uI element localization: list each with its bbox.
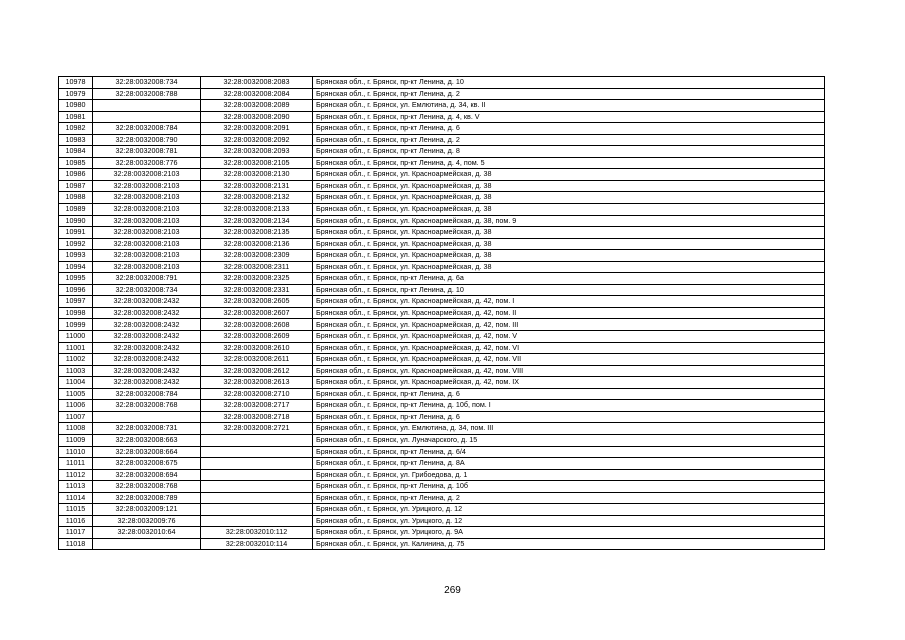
parent-cadastral-number-cell: 32:28:0032008:663 [93,434,201,446]
table-row [59,527,825,539]
row-number-cell: 10981 [59,111,93,123]
parent-cadastral-number-cell: 32:28:0032008:788 [93,88,201,100]
parent-cadastral-number-cell: 32:28:0032008:2103 [93,204,201,216]
row-number-cell: 10990 [59,215,93,227]
parent-cadastral-number-cell: 32:28:0032008:731 [93,423,201,435]
cadastral-number-cell: 32:28:0032008:2089 [201,100,313,112]
table-row [59,100,825,112]
table-row [59,261,825,273]
parent-cadastral-number-cell: 32:28:0032009:76 [93,515,201,527]
row-number-cell: 10978 [59,77,93,89]
cadastral-number-cell: 32:28:0032008:2607 [201,307,313,319]
parent-cadastral-number-cell [93,411,201,423]
row-number-cell: 11016 [59,515,93,527]
cadastral-number-cell: 32:28:0032008:2135 [201,227,313,239]
cadastral-number-cell: 32:28:0032008:2105 [201,157,313,169]
cadastral-number-cell: 32:28:0032008:2611 [201,354,313,366]
table-row [59,446,825,458]
parent-cadastral-number-cell: 32:28:0032008:675 [93,458,201,470]
table-row [59,238,825,250]
table-row [59,134,825,146]
row-number-cell: 10987 [59,180,93,192]
table-row [59,157,825,169]
address-cell: Брянская обл., г. Брянск, пр-кт Ленина, д. 2 [313,492,825,504]
row-number-cell: 11015 [59,504,93,516]
table-row [59,88,825,100]
table-row [59,284,825,296]
row-number-cell: 10997 [59,296,93,308]
row-number-cell: 11000 [59,331,93,343]
row-number-cell: 10999 [59,319,93,331]
cadastral-number-cell: 32:28:0032010:112 [201,527,313,539]
cadastral-number-cell: 32:28:0032008:2612 [201,365,313,377]
cadastral-number-cell: 32:28:0032008:2083 [201,77,313,89]
parent-cadastral-number-cell: 32:28:0032009:121 [93,504,201,516]
table-row [59,307,825,319]
table-row [59,250,825,262]
cadastral-number-cell: 32:28:0032008:2134 [201,215,313,227]
parent-cadastral-number-cell: 32:28:0032008:2103 [93,227,201,239]
row-number-cell: 11009 [59,434,93,446]
cadastral-number-cell: 32:28:0032008:2136 [201,238,313,250]
row-number-cell: 11013 [59,481,93,493]
row-number-cell: 10984 [59,146,93,158]
table-row [59,388,825,400]
address-cell: Брянская обл., г. Брянск, пр-кт Ленина, д. 8 [313,146,825,158]
parent-cadastral-number-cell: 32:28:0032008:734 [93,77,201,89]
cadastral-number-cell: 32:28:0032008:2090 [201,111,313,123]
row-number-cell: 11006 [59,400,93,412]
parent-cadastral-number-cell: 32:28:0032008:2103 [93,250,201,262]
table-row [59,169,825,181]
table-row [59,111,825,123]
row-number-cell: 10993 [59,250,93,262]
table-row [59,434,825,446]
row-number-cell: 10998 [59,307,93,319]
parent-cadastral-number-cell: 32:28:0032008:664 [93,446,201,458]
row-number-cell: 11001 [59,342,93,354]
address-cell: Брянская обл., г. Брянск, ул. Красноармейская, д. 38 [313,250,825,262]
table-row [59,123,825,135]
parent-cadastral-number-cell [93,100,201,112]
table-row [59,331,825,343]
row-number-cell: 11005 [59,388,93,400]
table-row [59,504,825,516]
table-row [59,180,825,192]
address-cell: Брянская обл., г. Брянск, пр-кт Ленина, д. 10б [313,481,825,493]
table-row [59,423,825,435]
cadastral-number-cell: 32:28:0032008:2092 [201,134,313,146]
cadastral-number-cell: 32:28:0032008:2605 [201,296,313,308]
cadastral-number-cell: 32:28:0032008:2609 [201,331,313,343]
address-cell: Брянская обл., г. Брянск, ул. Красноармейская, д. 42, пом. VI [313,342,825,354]
parent-cadastral-number-cell: 32:28:0032010:64 [93,527,201,539]
parent-cadastral-number-cell: 32:28:0032008:694 [93,469,201,481]
address-cell: Брянская обл., г. Брянск, пр-кт Ленина, д. 10 [313,284,825,296]
cadastral-number-cell: 32:28:0032008:2718 [201,411,313,423]
address-cell: Брянская обл., г. Брянск, пр-кт Ленина, д. 6 [313,411,825,423]
address-cell: Брянская обл., г. Брянск, ул. Красноармейская, д. 42, пом. VII [313,354,825,366]
row-number-cell: 10979 [59,88,93,100]
address-cell: Брянская обл., г. Брянск, ул. Красноармейская, д. 42, пом. III [313,319,825,331]
table-row [59,273,825,285]
address-cell: Брянская обл., г. Брянск, ул. Калинина, д. 75 [313,538,825,550]
row-number-cell: 10980 [59,100,93,112]
address-cell: Брянская обл., г. Брянск, пр-кт Ленина, д. 6 [313,388,825,400]
row-number-cell: 11010 [59,446,93,458]
address-cell: Брянская обл., г. Брянск, ул. Емлютина, д. 34, кв. II [313,100,825,112]
table-row [59,515,825,527]
cadastral-number-cell [201,458,313,470]
row-number-cell: 10991 [59,227,93,239]
table-row [59,354,825,366]
registry-table [58,76,825,550]
cadastral-number-cell: 32:28:0032008:2130 [201,169,313,181]
table-row [59,342,825,354]
cadastral-number-cell [201,504,313,516]
parent-cadastral-number-cell: 32:28:0032008:734 [93,284,201,296]
row-number-cell: 10994 [59,261,93,273]
address-cell: Брянская обл., г. Брянск, пр-кт Ленина, д. 4, пом. 5 [313,157,825,169]
cadastral-number-cell: 32:28:0032008:2717 [201,400,313,412]
registry-table-body [59,77,825,550]
address-cell: Брянская обл., г. Брянск, ул. Красноармейская, д. 38 [313,192,825,204]
cadastral-number-cell [201,446,313,458]
parent-cadastral-number-cell: 32:28:0032008:784 [93,388,201,400]
row-number-cell: 10982 [59,123,93,135]
parent-cadastral-number-cell: 32:28:0032008:768 [93,400,201,412]
table-row [59,192,825,204]
address-cell: Брянская обл., г. Брянск, ул. Красноармейская, д. 42, пом. I [313,296,825,308]
address-cell: Брянская обл., г. Брянск, ул. Луначарского, д. 15 [313,434,825,446]
parent-cadastral-number-cell: 32:28:0032008:2103 [93,215,201,227]
table-row [59,365,825,377]
table-row [59,319,825,331]
address-cell: Брянская обл., г. Брянск, ул. Красноармейская, д. 38 [313,227,825,239]
parent-cadastral-number-cell: 32:28:0032008:776 [93,157,201,169]
row-number-cell: 11007 [59,411,93,423]
parent-cadastral-number-cell: 32:28:0032008:781 [93,146,201,158]
address-cell: Брянская обл., г. Брянск, пр-кт Ленина, д. 6/4 [313,446,825,458]
row-number-cell: 10983 [59,134,93,146]
address-cell: Брянская обл., г. Брянск, ул. Красноармейская, д. 38 [313,204,825,216]
address-cell: Брянская обл., г. Брянск, пр-кт Ленина, д. 6 [313,123,825,135]
parent-cadastral-number-cell: 32:28:0032008:791 [93,273,201,285]
table-row [59,227,825,239]
address-cell: Брянская обл., г. Брянск, ул. Красноармейская, д. 38 [313,169,825,181]
page-number: 269 [444,585,461,596]
cadastral-number-cell: 32:28:0032008:2608 [201,319,313,331]
row-number-cell: 10988 [59,192,93,204]
cadastral-number-cell: 32:28:0032008:2091 [201,123,313,135]
cadastral-number-cell: 32:28:0032008:2613 [201,377,313,389]
table-row [59,77,825,89]
cadastral-number-cell: 32:28:0032008:2131 [201,180,313,192]
cadastral-number-cell [201,469,313,481]
cadastral-number-cell [201,434,313,446]
row-number-cell: 11014 [59,492,93,504]
address-cell: Брянская обл., г. Брянск, пр-кт Ленина, д. 2 [313,88,825,100]
parent-cadastral-number-cell: 32:28:0032008:2103 [93,169,201,181]
address-cell: Брянская обл., г. Брянск, ул. Красноармейская, д. 38 [313,238,825,250]
parent-cadastral-number-cell: 32:28:0032008:2103 [93,238,201,250]
parent-cadastral-number-cell: 32:28:0032008:2432 [93,331,201,343]
parent-cadastral-number-cell: 32:28:0032008:789 [93,492,201,504]
parent-cadastral-number-cell: 32:28:0032008:2432 [93,296,201,308]
row-number-cell: 11018 [59,538,93,550]
cadastral-number-cell: 32:28:0032008:2309 [201,250,313,262]
row-number-cell: 11011 [59,458,93,470]
row-number-cell: 10996 [59,284,93,296]
parent-cadastral-number-cell [93,538,201,550]
cadastral-number-cell [201,492,313,504]
parent-cadastral-number-cell [93,111,201,123]
table-row [59,411,825,423]
cadastral-number-cell: 32:28:0032008:2721 [201,423,313,435]
address-cell: Брянская обл., г. Брянск, ул. Урицкого, д. 9А [313,527,825,539]
row-number-cell: 11017 [59,527,93,539]
cadastral-number-cell: 32:28:0032008:2084 [201,88,313,100]
table-row [59,538,825,550]
row-number-cell: 11003 [59,365,93,377]
address-cell: Брянская обл., г. Брянск, пр-кт Ленина, д. 4, кв. V [313,111,825,123]
parent-cadastral-number-cell: 32:28:0032008:2103 [93,180,201,192]
cadastral-number-cell: 32:28:0032008:2311 [201,261,313,273]
address-cell: Брянская обл., г. Брянск, пр-кт Ленина, д. 2 [313,134,825,146]
table-row [59,204,825,216]
row-number-cell: 11002 [59,354,93,366]
table-row [59,481,825,493]
address-cell: Брянская обл., г. Брянск, пр-кт Ленина, д. 6а [313,273,825,285]
address-cell: Брянская обл., г. Брянск, ул. Красноармейская, д. 42, пом. II [313,307,825,319]
row-number-cell: 10995 [59,273,93,285]
parent-cadastral-number-cell: 32:28:0032008:2432 [93,342,201,354]
cadastral-number-cell: 32:28:0032008:2093 [201,146,313,158]
row-number-cell: 10989 [59,204,93,216]
cadastral-number-cell [201,481,313,493]
table-row [59,469,825,481]
parent-cadastral-number-cell: 32:28:0032008:2103 [93,261,201,273]
cadastral-number-cell: 32:28:0032008:2610 [201,342,313,354]
address-cell: Брянская обл., г. Брянск, ул. Емлютина, д. 34, пом. III [313,423,825,435]
cadastral-number-cell: 32:28:0032008:2331 [201,284,313,296]
table-row [59,400,825,412]
parent-cadastral-number-cell: 32:28:0032008:2432 [93,365,201,377]
parent-cadastral-number-cell: 32:28:0032008:2432 [93,307,201,319]
table-row [59,215,825,227]
parent-cadastral-number-cell: 32:28:0032008:768 [93,481,201,493]
address-cell: Брянская обл., г. Брянск, пр-кт Ленина, д. 10 [313,77,825,89]
address-cell: Брянская обл., г. Брянск, ул. Урицкого, д. 12 [313,504,825,516]
table-row [59,458,825,470]
table-row [59,492,825,504]
address-cell: Брянская обл., г. Брянск, пр-кт Ленина, д. 8А [313,458,825,470]
address-cell: Брянская обл., г. Брянск, ул. Красноармейская, д. 42, пом. V [313,331,825,343]
cadastral-number-cell [201,515,313,527]
cadastral-number-cell: 32:28:0032008:2710 [201,388,313,400]
table-row [59,296,825,308]
address-cell: Брянская обл., г. Брянск, ул. Красноармейская, д. 38 [313,261,825,273]
address-cell: Брянская обл., г. Брянск, ул. Урицкого, д. 12 [313,515,825,527]
cadastral-number-cell: 32:28:0032008:2132 [201,192,313,204]
cadastral-number-cell: 32:28:0032010:114 [201,538,313,550]
parent-cadastral-number-cell: 32:28:0032008:2432 [93,319,201,331]
table-row [59,377,825,389]
address-cell: Брянская обл., г. Брянск, ул. Красноармейская, д. 42, пом. IX [313,377,825,389]
address-cell: Брянская обл., г. Брянск, пр-кт Ленина, д. 10б, пом. I [313,400,825,412]
parent-cadastral-number-cell: 32:28:0032008:2432 [93,354,201,366]
row-number-cell: 11008 [59,423,93,435]
row-number-cell: 10986 [59,169,93,181]
address-cell: Брянская обл., г. Брянск, ул. Красноармейская, д. 38 [313,180,825,192]
address-cell: Брянская обл., г. Брянск, ул. Красноармейская, д. 38, пом. 9 [313,215,825,227]
row-number-cell: 10992 [59,238,93,250]
row-number-cell: 11004 [59,377,93,389]
table-row [59,146,825,158]
cadastral-number-cell: 32:28:0032008:2325 [201,273,313,285]
row-number-cell: 11012 [59,469,93,481]
parent-cadastral-number-cell: 32:28:0032008:784 [93,123,201,135]
address-cell: Брянская обл., г. Брянск, ул. Красноармейская, д. 42, пом. VIII [313,365,825,377]
parent-cadastral-number-cell: 32:28:0032008:2103 [93,192,201,204]
address-cell: Брянская обл., г. Брянск, ул. Грибоедова, д. 1 [313,469,825,481]
parent-cadastral-number-cell: 32:28:0032008:790 [93,134,201,146]
row-number-cell: 10985 [59,157,93,169]
parent-cadastral-number-cell: 32:28:0032008:2432 [93,377,201,389]
cadastral-number-cell: 32:28:0032008:2133 [201,204,313,216]
